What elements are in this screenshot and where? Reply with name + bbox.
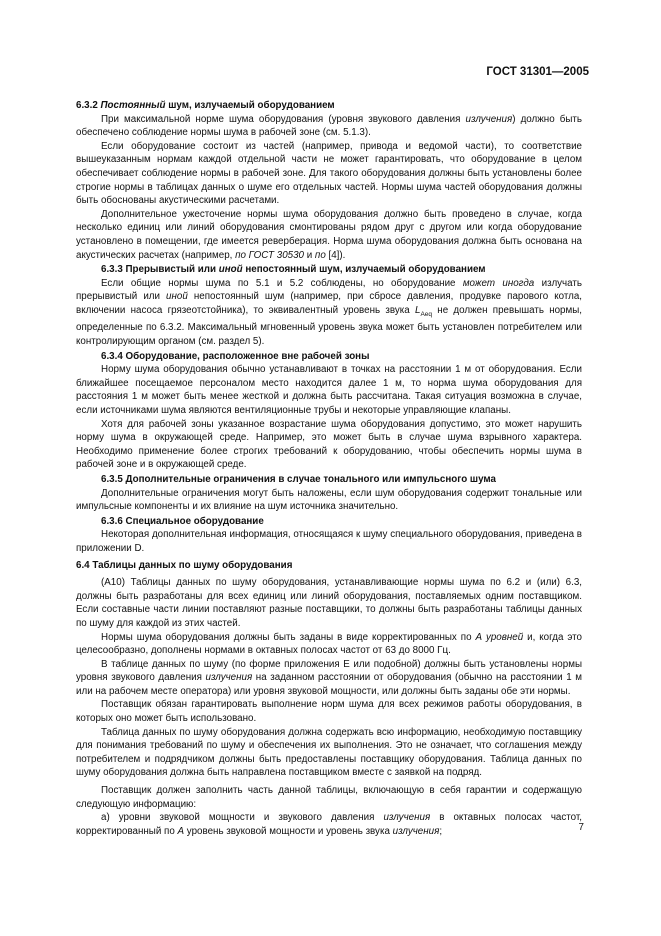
text-run: по	[314, 249, 326, 261]
text-run: и, когда это целесообразно, дополнены нормами в октавных полосах частот от 63 до 8000 Гц.	[76, 631, 582, 657]
text-run: излучения	[205, 672, 253, 684]
text-run: Если оборудование состоит из частей (например, привода и ведомой части), то соответствие вышеуказанным нормам каждой отдельной части не может гарантировать, что оборудование в целом обеспечивает соблюдение нормы в рабочей зоне. Для такого оборудования должны быть установлены более строгие нормы в таблицах данных о шуме его отдельных частей. Нормы шума частей оборудования должны быть обоснованы акустическими расчетами.	[76, 140, 582, 207]
paragraph	[76, 277, 582, 349]
paragraph	[76, 698, 582, 725]
text-run: 6.3.6 Специальное оборудование	[101, 515, 264, 527]
text-run: шум, излучаемый оборудованием	[165, 100, 335, 111]
paragraph	[76, 113, 582, 140]
text-run: и	[304, 249, 315, 261]
text-run: Дополнительное ужесточение нормы шума оборудования должно быть проведено в случае, когда несколько единиц или линий оборудования смонтированы рядом друг с другом или когда оборудование установлено в помещении, где имеется реверберация. Норма шума оборудования должна быть основана на акустических расчетах (например,	[76, 208, 582, 261]
paragraph	[76, 208, 582, 262]
text-run: 6.3.5 Дополнительные ограничения в случае тонального или импульсного шума	[101, 473, 496, 485]
text-run: излучения	[465, 113, 513, 125]
paragraph	[76, 811, 582, 838]
text-run: Дополнительные ограничения могут быть наложены, если шум оборудования содержит тональные или импульсные компоненты и их влияние на шум источника значительно.	[76, 487, 582, 513]
text-run: на заданном расстоянии от оборудования (обычно на расстоянии 1 м или на рабочем месте оператора) или уровня звуковой мощности, или должны быть заданы обе эти нормы.	[76, 672, 583, 697]
text-run: уровень звуковой мощности и уровень звука	[184, 825, 393, 837]
text-run: 6.3.4 Оборудование, расположенное вне рабочей зоны	[101, 350, 370, 362]
document-body	[76, 96, 582, 838]
text-run: может иногда	[462, 277, 535, 289]
text-run: 6.3.3 Прерывистый или	[101, 264, 219, 276]
section-heading	[76, 263, 582, 277]
text-run: Постоянный	[100, 100, 166, 111]
paragraph	[76, 528, 582, 555]
page-number: 7	[578, 822, 584, 833]
text-run: Aeq	[420, 310, 433, 318]
text-run: ;	[439, 825, 443, 837]
paragraph	[76, 726, 582, 780]
section-heading	[76, 99, 582, 113]
text-run: Если общие нормы шума по 5.1 и 5.2 соблюдены, но оборудование	[101, 277, 463, 289]
text-run: В таблице данных по шуму (по форме приложения Е или подобной) должны быть установлены нормы уровня звукового давления	[76, 658, 582, 684]
text-run: не должен превышать нормы, определенные по 6.3.2. Максимальный мгновенный уровень звука может быть установлен потребителем или контролирующим органом (см. раздел 5).	[76, 304, 582, 348]
text-run: L	[415, 304, 421, 316]
text-run: Поставщик обязан гарантировать выполнение норм шума для всех режимов работы оборудования, в которых оно может быть использовано.	[76, 699, 582, 725]
text-run: излучения	[392, 825, 440, 837]
text-run: А	[177, 825, 185, 837]
text-run: непостоянный шум, излучаемый оборудованием	[242, 264, 486, 276]
section-heading	[76, 473, 582, 487]
paragraph	[76, 418, 582, 472]
paragraph	[76, 631, 582, 658]
document-code: ГОСТ 31301—2005	[486, 66, 589, 78]
text-run: Таблица данных по шуму оборудования должна содержать всю информацию, необходимую поставщику для понимания требований по шуму и обеспечения их выполнения. Это не означает, что соглашения между потребителем и подрядчиком должны быть предоставлены поставщику оборудования. Таблица данных по шуму оборудования должна быть направлена поставщиком вместе с заявкой на подряд.	[76, 726, 582, 779]
section-heading	[76, 350, 582, 364]
section-heading	[76, 559, 582, 573]
text-run: ) должно быть обеспечено соблюдение нормы шума в рабочей зоне (см. 5.1.3).	[76, 113, 582, 139]
text-run: по ГОСТ 30530	[235, 249, 304, 261]
paragraph	[76, 576, 582, 630]
text-run: а) уровни звуковой мощности и звукового давления	[101, 812, 384, 824]
paragraph	[76, 363, 582, 417]
text-run: непостоянный шум (например, при сбросе давления, продувке парового котла, включении насоса грязеотстойника), то эквивалентный уровень звука	[76, 291, 582, 316]
text-run: (А10) Таблицы данных по шуму оборудования, устанавливающие нормы шума по 6.2 и (или) 6.3, должны быть разработаны для всех единиц или линий оборудования, поставляемых одним поставщиком. Если составные части линии поставляют разные поставщики, то должны быть разработаны таблицы данных по шуму для каждой из этих частей.	[76, 577, 582, 629]
text-run: Некоторая дополнительная информация, относящаяся к шуму специального оборудования, приведена в приложении D.	[76, 529, 582, 554]
text-run: 6.3.2	[76, 100, 101, 111]
text-run: иной	[218, 264, 243, 276]
text-run: излучать прерывистый или	[76, 277, 582, 303]
text-run: излучения	[383, 812, 431, 824]
text-run: При максимальной норме шума оборудования (уровня звукового давления	[101, 113, 466, 125]
paragraph	[76, 784, 582, 811]
text-run: Поставщик должен заполнить часть данной таблицы, включающую в себя гарантии и содержащую следующую информацию:	[76, 785, 582, 810]
text-run: в октавных полосах частот, корректированный по	[76, 812, 582, 837]
paragraph	[76, 658, 582, 699]
paragraph	[76, 487, 582, 514]
text-run: Норму шума оборудования обычно устанавливают в точках на расстоянии 1 м от оборудования. Если ближайшее посещаемое персоналом место находится далее 1 м, то норма шума оборудования для расстояния 1 м может быть менее жесткой и должна быть рассчитана. Такая ситуация возможна в случае, если источниками шума являются вентиляционные трубы и некоторые управляющие клапаны.	[76, 364, 582, 417]
text-run: иной	[166, 291, 188, 303]
text-run: Хотя для рабочей зоны указанное возрастание шума оборудования допустимо, это может нарушить норму шума в окружающей среде. Например, это может быть в случае шума взрывного характера. Необходимо применение более строгих требований к оборудованию, чтобы обеспечить нормы шума в рабочей зоне и в окружающей среде.	[76, 418, 582, 471]
section-heading	[76, 515, 582, 529]
text-run: А уровней	[475, 631, 524, 643]
text-run: [4]).	[325, 249, 346, 261]
text-run: Нормы шума оборудования должны быть заданы в виде корректированных по	[101, 631, 476, 643]
paragraph	[76, 140, 582, 208]
text-run: 6.4 Таблицы данных по шуму оборудования	[76, 559, 293, 571]
